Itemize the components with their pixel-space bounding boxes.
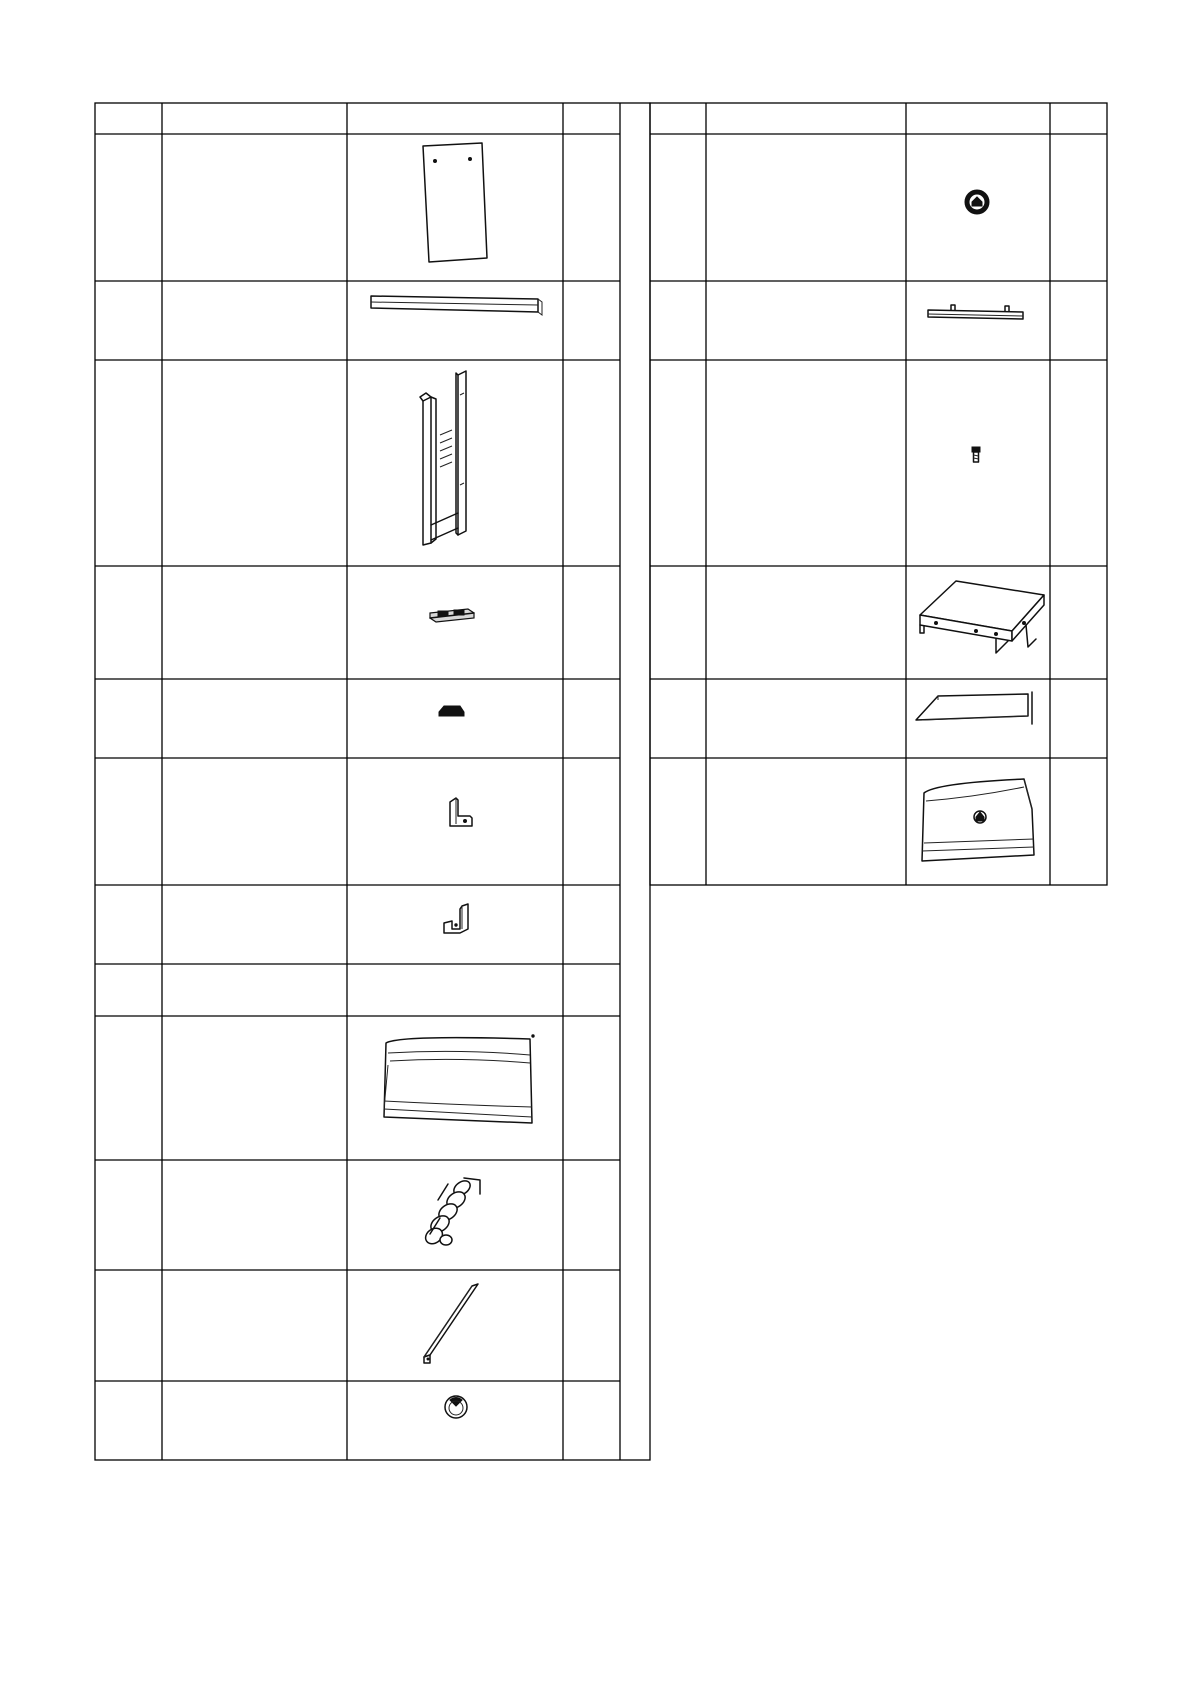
side-burner-panel-icon [916,775,1040,867]
small-block-icon [436,703,466,719]
tray-icon [912,690,1036,726]
clip-plate-icon [428,603,476,625]
l-bracket-icon [446,796,476,830]
knob-icon [442,1392,470,1422]
door-panel-icon [420,142,490,264]
control-panel-icon [380,1031,540,1149]
ignition-wire-icon [418,1170,498,1262]
crossbar-icon [368,293,543,323]
angle-rail-icon [420,1283,484,1365]
shelf-frame-icon [916,575,1048,657]
side-frame-icon [420,365,500,547]
handle-bar-icon [925,300,1029,324]
screw-icon [970,446,982,464]
hook-bracket-icon [440,903,476,939]
knob-bezel-icon [962,187,992,217]
